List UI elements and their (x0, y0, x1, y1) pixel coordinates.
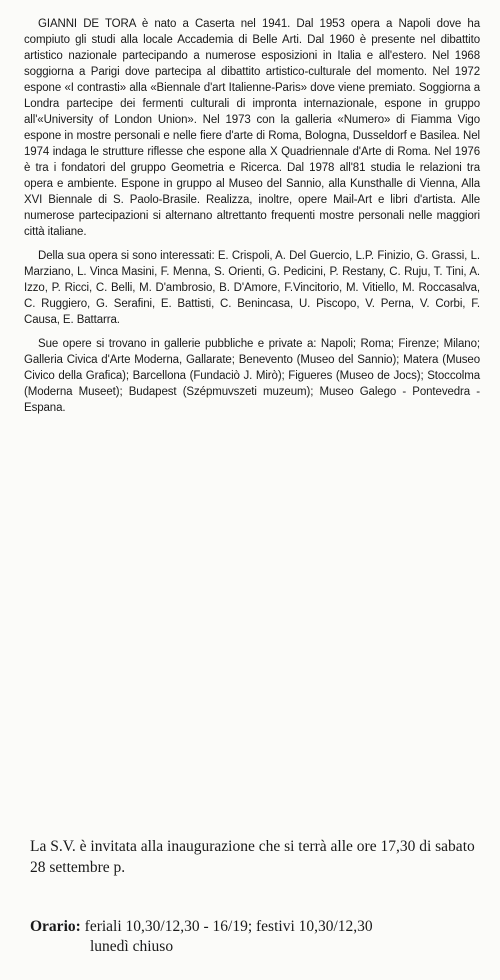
opening-hours-line-1 (30, 917, 480, 937)
opening-hours-label: Orario: (30, 918, 81, 935)
biography-paragraph: GIANNI DE TORA è nato a Caserta nel 1941. Dal 1953 opera a Napoli dove ha compiuto gli studi alla locale Accademia di Belle Arti. Dal 1960 è presente nel dibattito artistico nazionale partecipando a numerose esposizioni in Italia e all'estero. Nel 1968 soggiorna a Parigi dove partecipa al dibattito artistico-culturale del momento. Nel 1972 espone «I contrasti» alla «Biennale d'art Italienne-Paris» dove viene premiato. Soggiorna a Londra partecipe dei fermenti culturali di impronta internazionale, espone in gruppo all'«University of London Union». Nel 1973 con la galleria «Numero» di Fiamma Vigo espone in mostre personali e nelle fiere d'arte di Roma, Bologna, Dusseldorf e Basilea. Nel 1974 indaga le strutture riflesse che espone alla X Quadriennale d'Arte di Roma. Nel 1976 è tra i fondatori del gruppo Geometria e Ricerca. Dal 1978 all'81 studia le relazioni tra opera e ambiente. Espone in gruppo al Museo del Sannio, alla Kunsthalle di Vienna, Alla XVI Biennale di S. Paolo-Brasile. Realizza, inoltre, opere Mail-Art e libri d'artista. Alle numerose partecipazioni si alternano altrettanto frequenti mostre personali nelle maggiori città italiane. (24, 18, 480, 238)
collections-paragraph: Sue opere si trovano in gallerie pubbliche e private a: Napoli; Roma; Firenze; Milano; Galleria Civica d'Arte Moderna, Gallarate; Benevento (Museo del Sannio); Matera (Museo Civico della Grafica); Barcellona (Fundaciò J. Mirò); Figueres (Museo de Jocs); Stoccolma (Moderna Museet); Budapest (Szépmuvszeti muzeum); Museo Galego - Pontevedra - Espana. (24, 338, 480, 414)
invitation-block (30, 836, 478, 878)
opening-hours-closed-day: lunedì chiuso (90, 938, 174, 955)
opening-hours-weekdays: feriali 10,30/12,30 - 16/19; festivi 10,30/12,30 (84, 918, 373, 935)
biography-text-block (24, 16, 480, 424)
invitation-text: La S.V. è invitata alla inaugurazione che si terrà alle ore 17,30 di sabato 28 settembre p. (30, 838, 475, 876)
critics-paragraph: Della sua opera si sono interessati: E. Crispoli, A. Del Guercio, L.P. Finizio, G. Grassi, L. Marziano, L. Vinca Masini, F. Menna, S. Orienti, G. Pedicini, P. Restany, C. Ruju, T. Tini, A. Izzo, P. Ricci, C. Belli, M. D'ambrosio, B. D'Amore, F.Vincitorio, M. Vitiello, M. Roccasalva, C. Ruggiero, G. Serafini, E. Battisti, C. Benincasa, U. Piscopo, V. Perna, V. Corbi, F. Causa, E. Battarra. (24, 250, 480, 326)
opening-hours-block (30, 917, 480, 957)
